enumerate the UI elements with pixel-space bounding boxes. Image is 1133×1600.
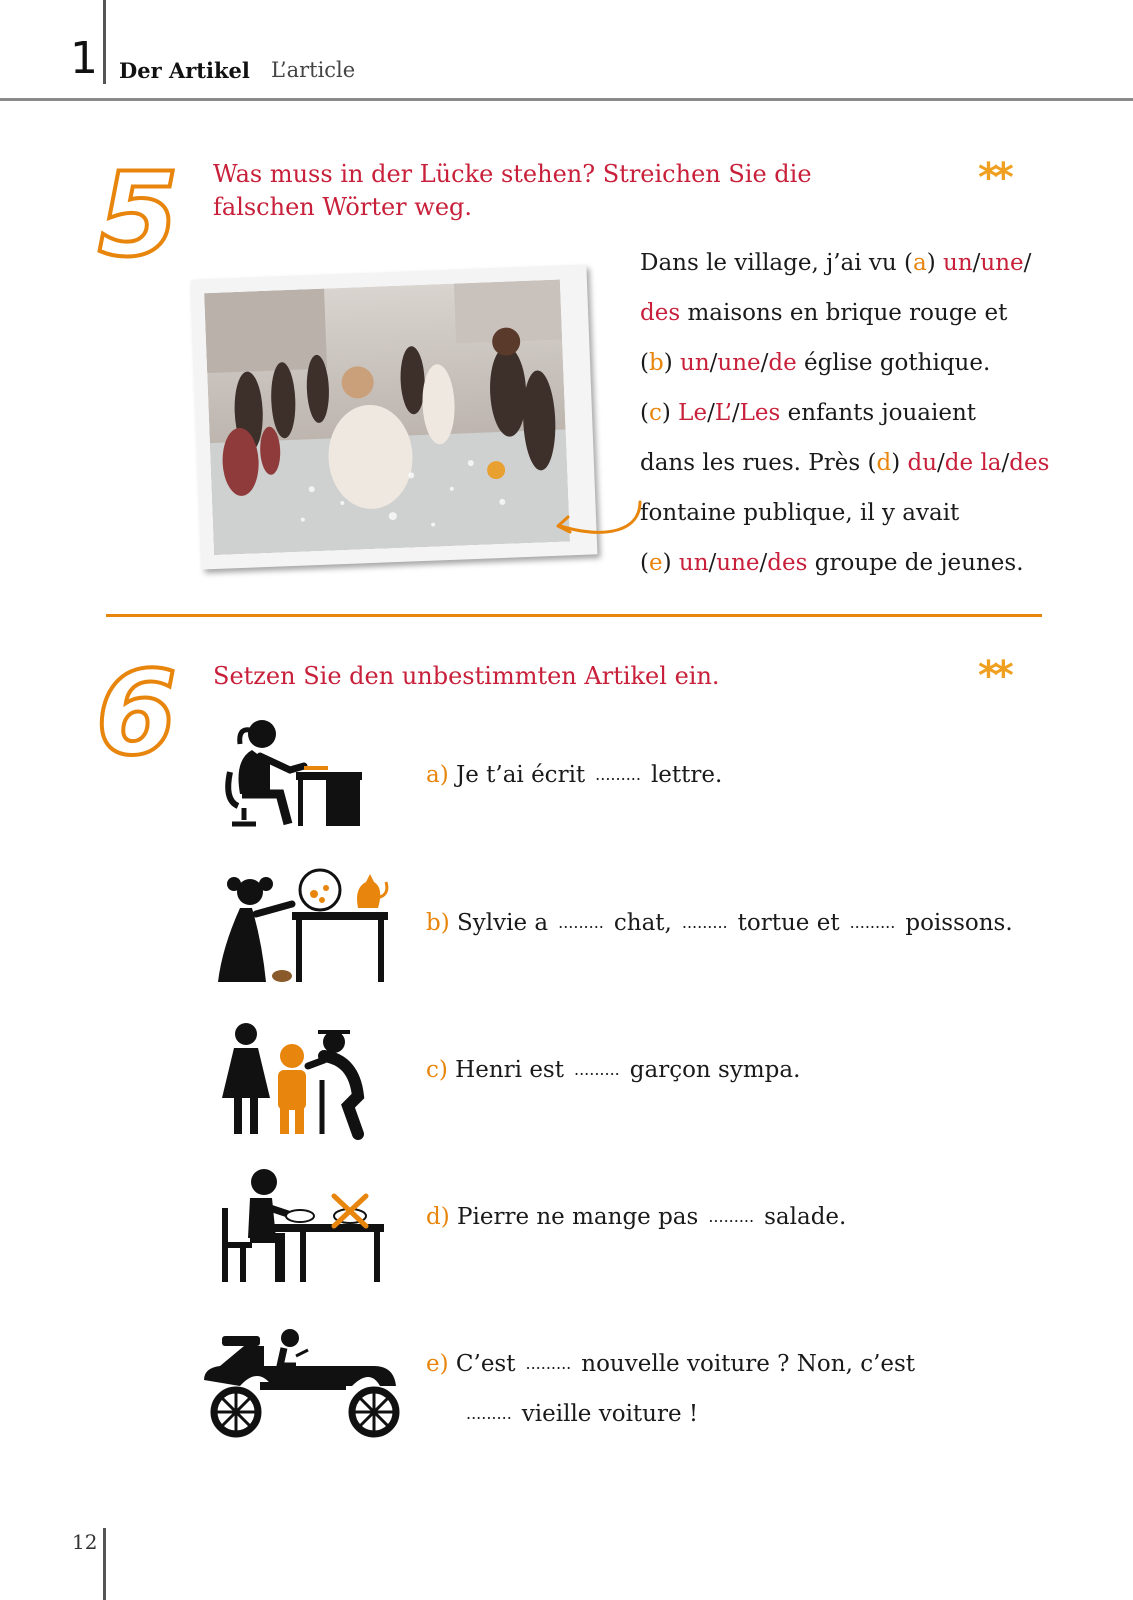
exercise-6-item bbox=[426, 1339, 915, 1439]
sentence-fragment: Je t’ai écrit bbox=[456, 762, 586, 788]
exercise-6-item bbox=[426, 898, 1013, 948]
fill-in-blank[interactable]: ......... bbox=[525, 1354, 572, 1373]
exercise-5-instruction: Was muss in der Lücke stehen? Streichen Sie die falschen Wörter weg. bbox=[213, 160, 812, 221]
text-run: / bbox=[937, 450, 945, 476]
sentence-fragment: lettre. bbox=[650, 762, 723, 788]
item-label: a) bbox=[426, 762, 449, 788]
text-run: ( bbox=[640, 350, 649, 376]
fountain-photo bbox=[204, 280, 570, 555]
gap-letter: e bbox=[648, 550, 663, 576]
sentence-fragment: Sylvie a bbox=[457, 910, 549, 936]
gap-letter: c bbox=[648, 400, 662, 426]
text-run: ( bbox=[640, 550, 649, 576]
fill-in-blank[interactable]: ......... bbox=[595, 765, 641, 784]
text-run: fontaine publique, il y avait bbox=[640, 500, 960, 526]
sentence-fragment: vieille voiture ! bbox=[521, 1401, 699, 1427]
sentence-fragment: nouvelle voiture ? Non, c’est bbox=[581, 1351, 916, 1377]
fill-in-blank[interactable]: ......... bbox=[573, 1060, 620, 1079]
exercise-5-line bbox=[640, 288, 1080, 338]
text-run: ) bbox=[663, 350, 681, 376]
exercise-6-item bbox=[426, 1192, 846, 1242]
text-run: / bbox=[1023, 250, 1032, 276]
item-label: d) bbox=[426, 1204, 450, 1230]
exercise-6-item-line bbox=[426, 1339, 915, 1389]
article-option[interactable]: une bbox=[716, 550, 760, 576]
header-horizontal-rule bbox=[0, 98, 1133, 101]
exercise-6-item bbox=[426, 750, 722, 800]
exercise-5-number: 5 bbox=[98, 148, 177, 283]
article-option[interactable]: des bbox=[1009, 450, 1050, 476]
article-option[interactable]: du bbox=[907, 450, 938, 476]
sentence-fragment: salade. bbox=[764, 1204, 847, 1230]
item-label: b) bbox=[426, 910, 450, 936]
exercise-6-item bbox=[426, 1045, 800, 1095]
gap-letter: d bbox=[876, 450, 892, 476]
text-run: / bbox=[760, 350, 769, 376]
text-run: ) bbox=[661, 400, 679, 426]
article-option[interactable]: un bbox=[680, 350, 710, 376]
fill-in-blank[interactable]: ......... bbox=[558, 913, 604, 932]
article-option[interactable]: une bbox=[980, 250, 1024, 276]
exercise-5-line bbox=[640, 538, 1080, 588]
exercise-6-item-line bbox=[426, 750, 722, 800]
fill-in-blank[interactable]: ......... bbox=[708, 1207, 755, 1226]
item-label: c) bbox=[426, 1057, 448, 1083]
curved-arrow-icon bbox=[548, 500, 648, 560]
exercise-5-line bbox=[640, 338, 1080, 388]
article-option[interactable]: un bbox=[678, 550, 709, 576]
text-run: ) bbox=[662, 550, 679, 576]
exercise-6-item-line bbox=[426, 898, 1013, 948]
article-option[interactable]: une bbox=[717, 350, 761, 376]
text-run: groupe de jeunes. bbox=[807, 550, 1024, 576]
article-option[interactable]: des bbox=[640, 300, 681, 326]
sentence-fragment: C’est bbox=[455, 1351, 516, 1377]
sentence-fragment: chat, bbox=[613, 910, 672, 936]
article-option[interactable]: un bbox=[943, 250, 973, 276]
sentence-fragment: poissons. bbox=[905, 910, 1013, 936]
exercise-5-line bbox=[640, 238, 1080, 288]
gap-letter: a bbox=[913, 250, 927, 276]
sentence-fragment: Henri est bbox=[455, 1057, 564, 1083]
text-run: ) bbox=[891, 450, 908, 476]
exercise-6-item-line bbox=[426, 1045, 800, 1095]
exercise-5-line bbox=[640, 438, 1080, 488]
article-option[interactable]: Le bbox=[678, 400, 708, 426]
sentence-fragment: garçon sympa. bbox=[629, 1057, 801, 1083]
text-run: / bbox=[1001, 450, 1010, 476]
text-run: / bbox=[708, 550, 717, 576]
sentence-fragment: tortue et bbox=[737, 910, 840, 936]
item-label: e) bbox=[426, 1351, 449, 1377]
exercise-5-line bbox=[640, 488, 1080, 538]
section-divider bbox=[106, 614, 1042, 617]
article-option[interactable]: L’ bbox=[714, 400, 732, 426]
exercise-6-number: 6 bbox=[96, 646, 175, 781]
fill-in-blank[interactable]: ......... bbox=[849, 913, 896, 932]
text-run: / bbox=[759, 550, 768, 576]
text-run: / bbox=[707, 400, 715, 426]
man-eating-at-table-icon bbox=[200, 1168, 410, 1288]
text-run: / bbox=[709, 350, 718, 376]
fill-in-blank[interactable]: ......... bbox=[681, 913, 728, 932]
text-run: ( bbox=[640, 400, 649, 426]
fill-in-blank[interactable]: ......... bbox=[466, 1404, 512, 1423]
text-run: Dans le village, j’ai vu ( bbox=[640, 250, 914, 276]
chapter-title-fr: L’article bbox=[271, 58, 356, 82]
exercise-5-line bbox=[640, 388, 1080, 438]
text-run: maisons en brique rouge et bbox=[680, 300, 1008, 326]
girl-with-pets-icon bbox=[200, 868, 410, 988]
text-run: dans les rues. Près ( bbox=[640, 450, 877, 476]
text-run: ) bbox=[926, 250, 944, 276]
chapter-title-de: Der Artikel bbox=[119, 58, 250, 83]
text-run: / bbox=[972, 250, 981, 276]
article-option[interactable]: Les bbox=[739, 400, 781, 426]
article-option[interactable]: des bbox=[767, 550, 808, 576]
exercise-6-item-line bbox=[426, 1192, 846, 1242]
text-run: église gothique. bbox=[796, 350, 991, 376]
exercise-5-text bbox=[640, 238, 1080, 588]
header-vertical-rule bbox=[103, 0, 106, 84]
girl-writing-at-desk-icon bbox=[200, 712, 410, 832]
exercise-6-item-line bbox=[426, 1389, 915, 1439]
article-option[interactable]: de la bbox=[944, 450, 1002, 476]
exercise-5-difficulty-stars: ** bbox=[978, 155, 1008, 201]
gap-letter: b bbox=[648, 350, 664, 376]
text-run: / bbox=[731, 400, 740, 426]
footer-vertical-rule bbox=[103, 1528, 106, 1600]
photo-frame bbox=[191, 265, 598, 570]
text-run: enfants jouaient bbox=[780, 400, 977, 426]
exercise-6-difficulty-stars: ** bbox=[978, 653, 1008, 699]
page-number: 12 bbox=[72, 1530, 98, 1554]
family-boy-icon bbox=[200, 1020, 410, 1140]
chapter-number: 1 bbox=[70, 33, 98, 84]
exercise-6-instruction: Setzen Sie den unbestimmten Artikel ein. bbox=[213, 662, 720, 690]
sentence-fragment: Pierre ne mange pas bbox=[457, 1204, 699, 1230]
article-option[interactable]: de bbox=[768, 350, 797, 376]
vintage-car-icon bbox=[200, 1320, 410, 1440]
